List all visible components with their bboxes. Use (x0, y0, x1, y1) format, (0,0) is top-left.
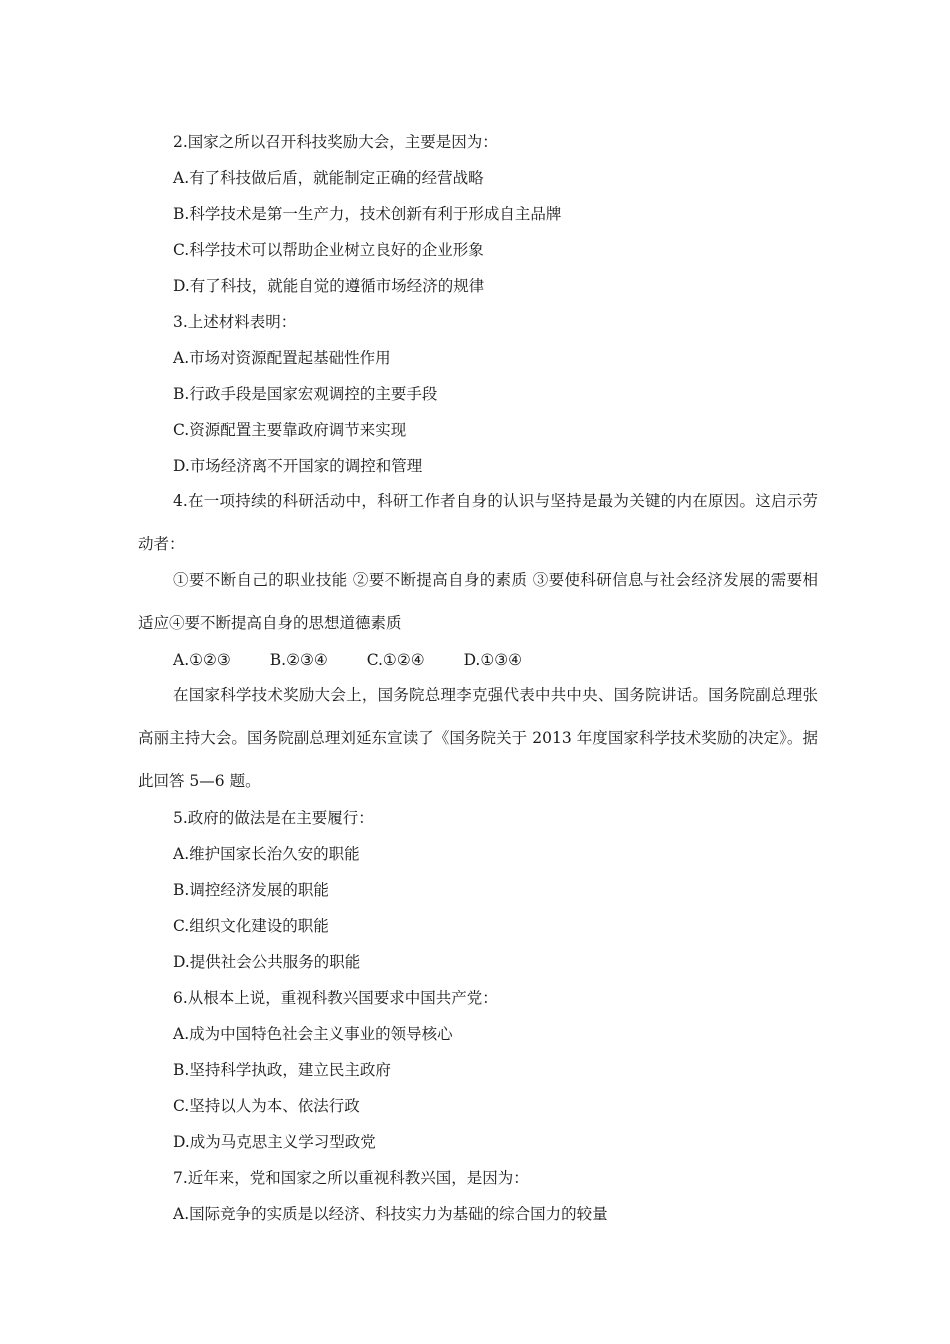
question-3-stem: 3.上述材料表明： (173, 313, 297, 331)
question-3-option-d: D.市场经济离不开国家的调控和管理 (173, 457, 423, 475)
question-4-option-d: D.①③④ (463, 651, 523, 669)
question-4-stem: 4.在一项持续的科研活动中，科研工作者自身的认识与坚持是最为关键的内在原因。这启示劳动者： (138, 492, 818, 553)
question-2-option-b: B.科学技术是第一生产力，技术创新有利于形成自主品牌 (173, 205, 562, 223)
document-body (138, 128, 818, 1236)
question-5-option-a: A.维护国家长治久安的职能 (173, 845, 360, 863)
question-4-option-a: A.①②③ (173, 651, 231, 669)
material-paragraph: 在国家科学技术奖励大会上，国务院总理李克强代表中共中央、国务院讲话。国务院副总理张高丽主持大会。国务院副总理刘延东宣读了《国务院关于 2013 年度国家科学技术奖励的决定》。据此回答 5—6 题。 (138, 686, 818, 790)
question-6-option-d: D.成为马克思主义学习型政党 (173, 1133, 376, 1151)
question-3-option-a: A.市场对资源配置起基础性作用 (173, 349, 391, 367)
question-5-option-b: B.调控经济发展的职能 (173, 881, 329, 899)
question-6-option-c: C.坚持以人为本、依法行政 (173, 1097, 360, 1115)
question-7-stem: 7.近年来，党和国家之所以重视科教兴国，是因为： (173, 1169, 529, 1187)
question-2-option-c: C.科学技术可以帮助企业树立良好的企业形象 (173, 241, 484, 259)
question-7-option-a: A.国际竞争的实质是以经济、科技实力为基础的综合国力的较量 (173, 1205, 608, 1223)
question-2-option-d: D.有了科技，就能自觉的遵循市场经济的规律 (173, 277, 485, 295)
question-3-option-c: C.资源配置主要靠政府调节来实现 (173, 421, 407, 439)
question-4-statements: ①要不断自己的职业技能 ②要不断提高自身的素质 ③要使科研信息与社会经济发展的需要相适应④要不断提高自身的思想道德素质 (138, 571, 818, 632)
question-5-option-c: C.组织文化建设的职能 (173, 917, 329, 935)
question-4-option-c: C.①②④ (366, 651, 425, 669)
question-6-stem: 6.从根本上说，重视科教兴国要求中国共产党： (173, 989, 498, 1007)
question-2-option-a: A.有了科技做后盾，就能制定正确的经营战略 (173, 169, 484, 187)
question-6-option-b: B.坚持科学执政，建立民主政府 (173, 1061, 391, 1079)
question-6-option-a: A.成为中国特色社会主义事业的领导核心 (173, 1025, 453, 1043)
question-5-option-d: D.提供社会公共服务的职能 (173, 953, 361, 971)
question-4-option-b: B.②③④ (269, 651, 328, 669)
question-3-option-b: B.行政手段是国家宏观调控的主要手段 (173, 385, 438, 403)
question-2-stem: 2.国家之所以召开科技奖励大会，主要是因为： (173, 133, 498, 151)
question-5-stem: 5.政府的做法是在主要履行： (173, 809, 374, 827)
